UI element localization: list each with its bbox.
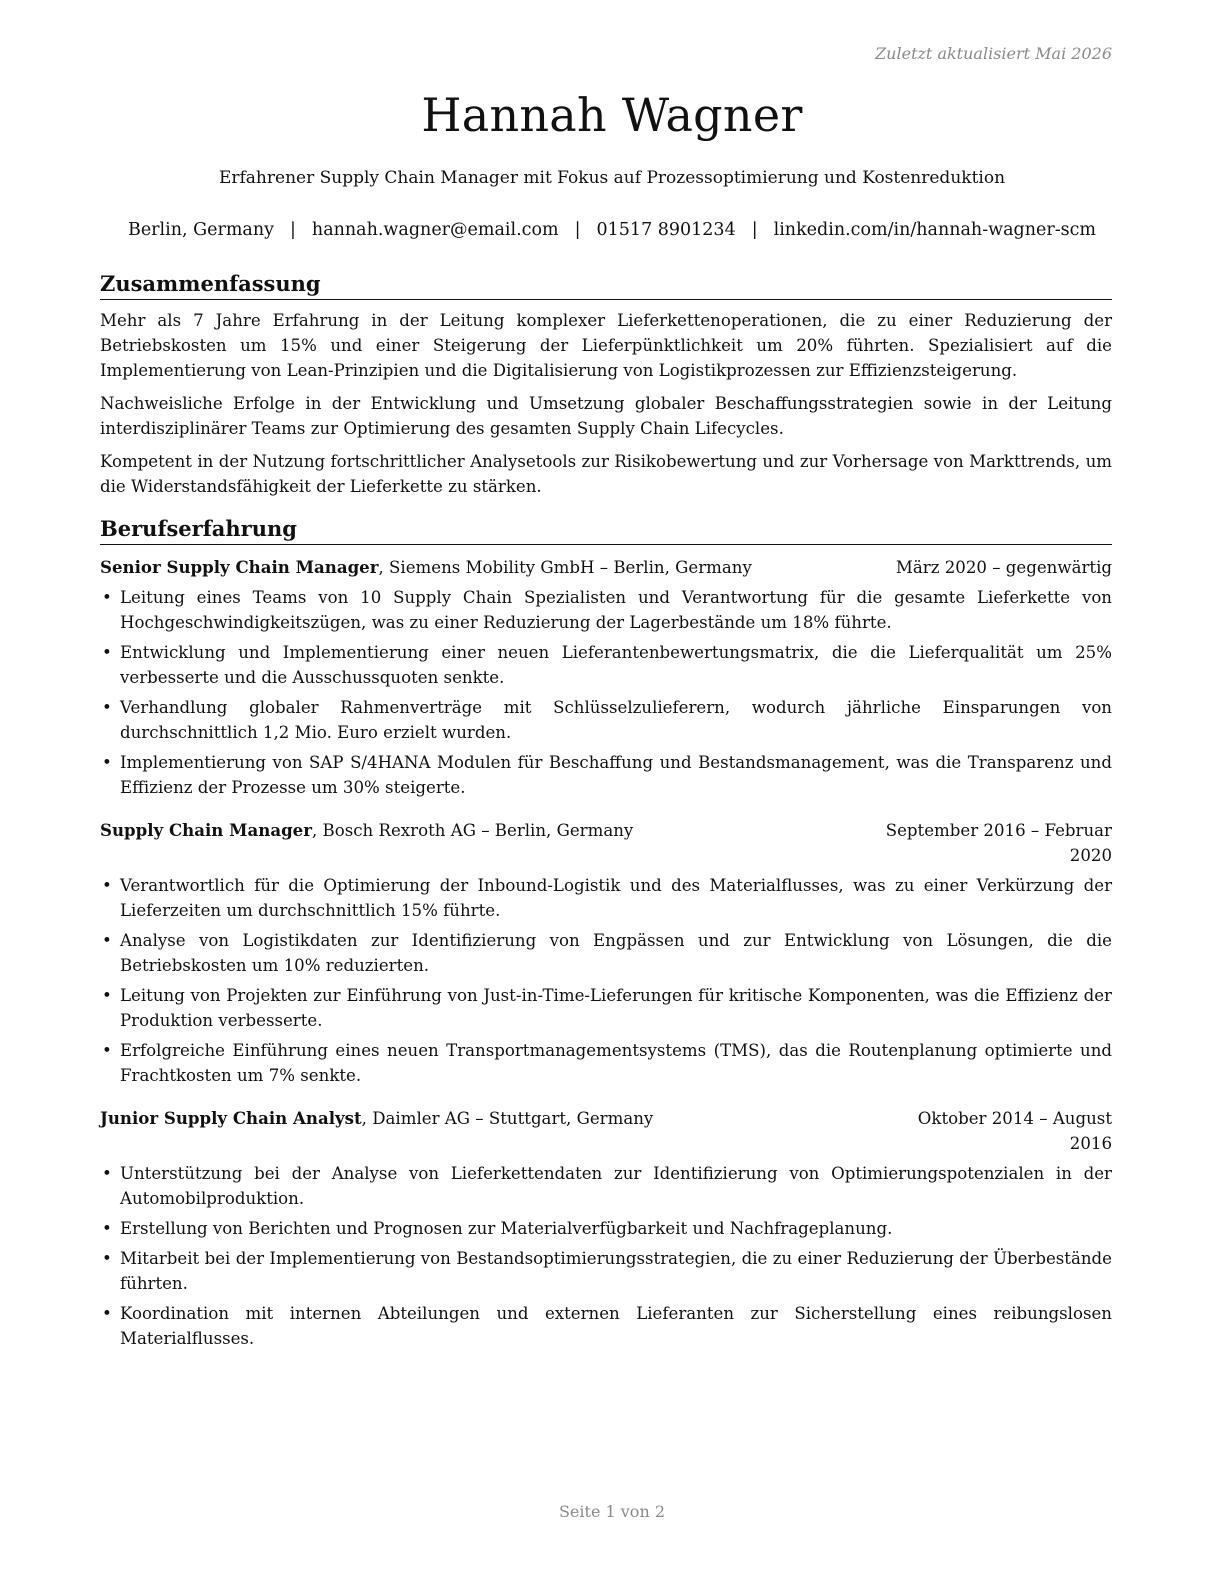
summary-paragraph: Kompetent in der Nutzung fortschrittlicher Analysetools zur Risikobewertung und zur Vorhersage von Markttrends, um die Widerstandsfähigkeit der Lieferkette zu stärken.	[100, 452, 1112, 496]
summary-paragraph: Mehr als 7 Jahre Erfahrung in der Leitung komplexer Lieferkettenoperationen, die zu einer Reduzierung der Betriebskosten um 15% und einer Steigerung der Lieferpünktlichkeit um 20% führten. Spezialisiert auf die Implementierung von Lean-Prinzipien und die Digitalisierung von Logistikprozessen zur Effizienzsteigerung.	[100, 311, 1112, 380]
job-entry	[100, 1106, 1112, 1351]
job-bullet-list	[100, 1161, 1112, 1351]
summary-section	[100, 270, 1112, 499]
contact-email-link[interactable]: hannah.wagner@email.com	[311, 220, 559, 240]
experience-heading: Berufserfahrung	[100, 515, 1112, 545]
job-dates: September 2016 – Februar 2020	[885, 821, 1112, 865]
job-bullet: • Verhandlung globaler Rahmenverträge mit Schlüsselzulieferern, wodurch jährliche Einsparungen von durchschnittlich 1,2 Mio. Euro erzielt wurden.	[100, 695, 1112, 745]
summary-paragraph: Nachweisliche Erfolge in der Entwicklung und Umsetzung globaler Beschaffungsstrategien sowie in der Leitung interdisziplinärer Teams zur Optimierung des gesamten Supply Chain Lifecycles.	[100, 394, 1112, 438]
job-header	[100, 818, 1112, 868]
contact-phone: 01517 8901234	[596, 220, 736, 240]
contact-separator: |	[751, 220, 758, 240]
candidate-name: Hannah Wagner	[421, 88, 803, 142]
job-role-line	[100, 818, 872, 843]
job-bullet: • Implementierung von SAP S/4HANA Modulen für Beschaffung und Bestandsmanagement, was die Transparenz und Effizienz der Prozesse um 30% steigerte.	[100, 750, 1112, 800]
job-bullet: • Leitung von Projekten zur Einführung von Just-in-Time-Lieferungen für kritische Komponenten, was die Effizienz der Produktion verbesserte.	[100, 983, 1112, 1033]
job-header	[100, 1106, 1112, 1156]
job-title: Junior Supply Chain Analyst	[100, 1108, 362, 1128]
job-bullet: • Leitung eines Teams von 10 Supply Chain Spezialisten und Verantwortung für die gesamte Lieferkette von Hochgeschwindigkeitszügen, was zu einer Reduzierung der Lagerbestände um 18% führte.	[100, 585, 1112, 635]
page-number: Seite 1 von 2	[558, 1502, 666, 1521]
contact-linkedin-link[interactable]: linkedin.com/in/hannah-wagner-scm	[773, 220, 1097, 240]
job-bullet: • Erfolgreiche Einführung eines neuen Transportmanagementsystems (TMS), das die Routenplanung optimierte und Frachtkosten um 7% senkte.	[100, 1038, 1112, 1088]
job-role-line	[100, 555, 872, 580]
last-updated-note: Zuletzt aktualisiert Mai 2026	[875, 44, 1112, 63]
job-bullet: • Unterstützung bei der Analyse von Lieferkettendaten zur Identifizierung von Optimierungspotenzialen in der Automobilproduktion.	[100, 1161, 1112, 1211]
job-bullet: • Koordination mit internen Abteilungen und externen Lieferanten zur Sicherstellung eines reibungslosen Materialflusses.	[100, 1301, 1112, 1351]
job-bullet: • Erstellung von Berichten und Prognosen zur Materialverfügbarkeit und Nachfrageplanung.	[100, 1216, 1112, 1241]
job-bullet-list	[100, 585, 1112, 800]
job-bullet-list	[100, 873, 1112, 1088]
job-bullet: • Mitarbeit bei der Implementierung von Bestandsoptimierungsstrategien, die zu einer Reduzierung der Überbestände führten.	[100, 1246, 1112, 1296]
summary-heading: Zusammenfassung	[100, 270, 1112, 300]
job-bullet: • Verantwortlich für die Optimierung der Inbound-Logistik und des Materialflusses, was zu einer Verkürzung der Lieferzeiten um durchschnittlich 15% führte.	[100, 873, 1112, 923]
job-company: , Daimler AG – Stuttgart, Germany	[361, 1109, 654, 1128]
job-title: Supply Chain Manager	[100, 820, 312, 840]
candidate-tagline: Erfahrener Supply Chain Manager mit Fokus auf Prozessoptimierung und Kostenreduktion	[218, 168, 1006, 188]
job-company: , Bosch Rexroth AG – Berlin, Germany	[311, 821, 634, 840]
job-role-line	[100, 1106, 872, 1131]
job-header	[100, 555, 1112, 580]
job-company: , Siemens Mobility GmbH – Berlin, Germany	[378, 558, 752, 577]
job-bullet: • Entwicklung und Implementierung einer neuen Lieferantenbewertungsmatrix, die die Lieferqualität um 25% verbesserte und die Ausschussquoten senkte.	[100, 640, 1112, 690]
contact-line	[0, 220, 1224, 240]
job-dates: März 2020 – gegenwärtig	[895, 558, 1112, 577]
job-entry	[100, 818, 1112, 1088]
job-title: Senior Supply Chain Manager	[100, 557, 379, 577]
resume-body	[100, 270, 1112, 1356]
contact-location: Berlin, Germany	[127, 220, 275, 240]
contact-separator: |	[290, 220, 296, 240]
experience-section	[100, 515, 1112, 1351]
job-dates: Oktober 2014 – August 2016	[917, 1109, 1112, 1153]
contact-separator: |	[574, 220, 581, 240]
job-entry	[100, 555, 1112, 800]
job-bullet: • Analyse von Logistikdaten zur Identifizierung von Engpässen und zur Entwicklung von Lösungen, die die Betriebskosten um 10% reduzierten.	[100, 928, 1112, 978]
